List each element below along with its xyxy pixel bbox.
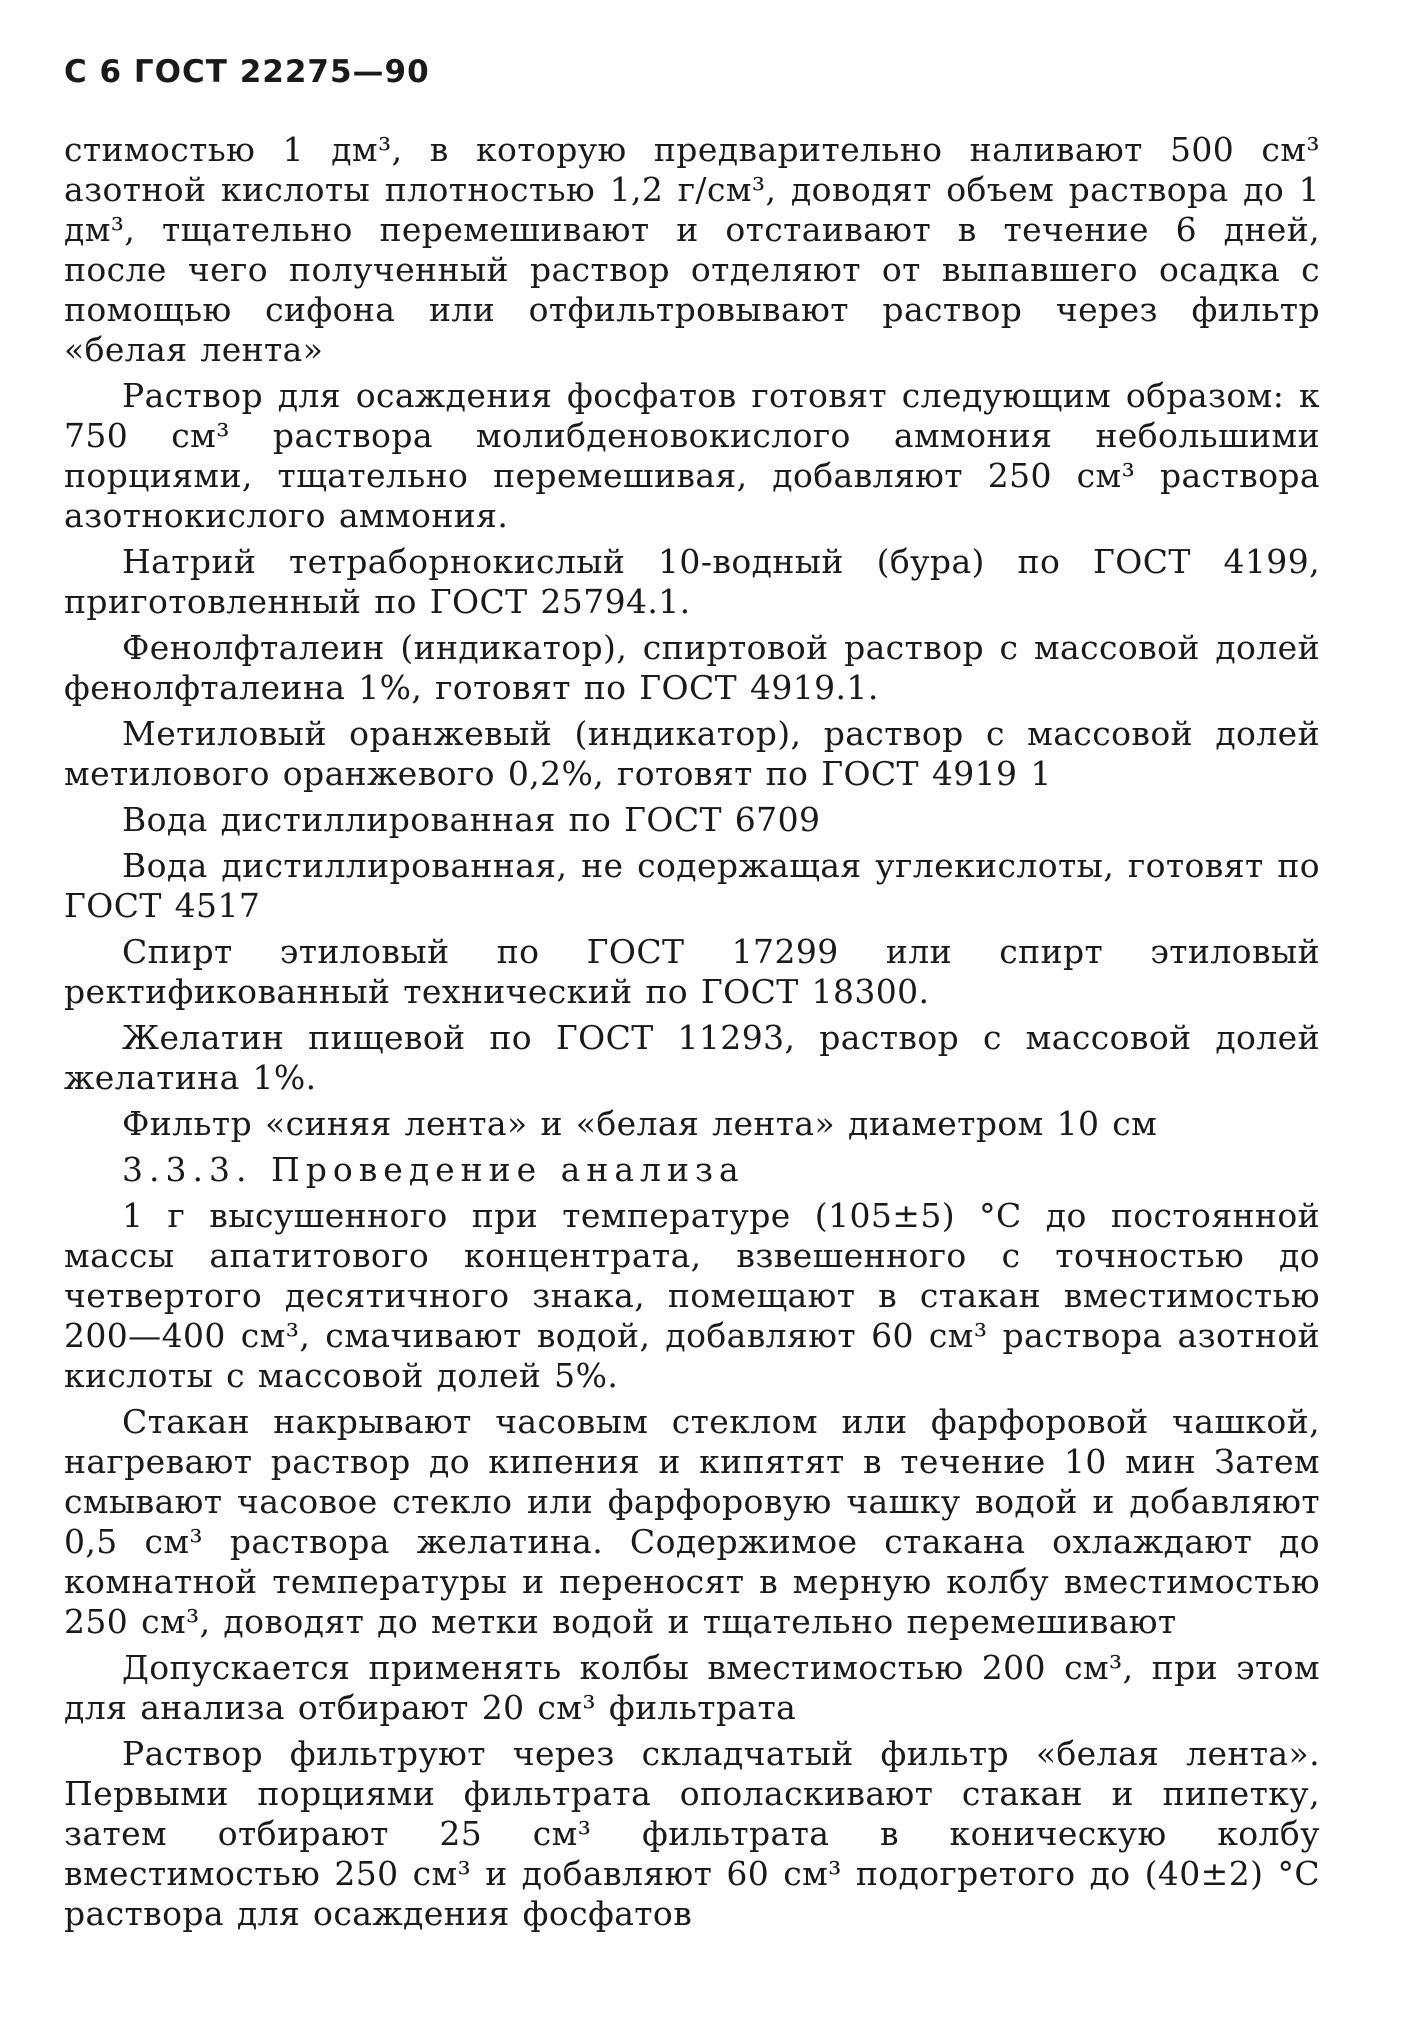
paragraph: Раствор для осаждения фосфатов готовят следующим образом: к 750 см³ раствора молибденовокислого аммония небольшими порциями, тщательно перемешивая, добавляют 250 см³ раствора азотнокислого аммония. [64,376,1320,535]
paragraph: Фенолфталеин (индикатор), спиртовой раствор с массовой долей фенолфталеина 1%, готовят по ГОСТ 4919.1. [64,628,1320,707]
section-heading: 3.3.3. Проведение анализа [122,1150,745,1189]
paragraph: стимостью 1 дм³, в которую предварительно наливают 500 см³ азотной кислоты плотностью 1,2 г/см³, доводят объем раствора до 1 дм³, тщательно перемешивают и отстаивают в течение 6 дней, после чего полученный раствор отделяют от выпавшего осадка с помощью сифона или отфильтровывают раствор через фильтр «белая лента» [64,130,1320,369]
document-body [64,130,1320,1934]
paragraph: Стакан накрывают часовым стеклом или фарфоровой чашкой, нагревают раствор до кипения и кипятят в течение 10 мин Затем смывают часовое стекло или фарфоровую чашку водой и добавляют 0,5 см³ раствора желатина. Содержимое стакана охлаждают до комнатной температуры и переносят в мерную колбу вместимостью 250 см³, доводят до метки водой и тщательно перемешивают [64,1402,1320,1641]
paragraph: Спирт этиловый по ГОСТ 17299 или спирт этиловый ректификованный технический по ГОСТ 18300. [64,932,1320,1011]
page-header: С 6 ГОСТ 22275—90 [64,54,430,90]
paragraph: Допускается применять колбы вместимостью 200 см³, при этом для анализа отбирают 20 см³ фильтрата [64,1648,1320,1727]
paragraph: Фильтр «синяя лента» и «белая лента» диаметром 10 см [122,1104,1158,1143]
paragraph: Вода дистиллированная по ГОСТ 6709 [122,800,821,839]
paragraph: Натрий тетраборнокислый 10-водный (бура) по ГОСТ 4199, приготовленный по ГОСТ 25794.1. [64,542,1320,621]
paragraph: Вода дистиллированная, не содержащая углекислоты, готовят по ГОСТ 4517 [64,846,1320,925]
paragraph: Метиловый оранжевый (индикатор), раствор с массовой долей метилового оранжевого 0,2%, готовят по ГОСТ 4919 1 [64,714,1320,793]
paragraph: Желатин пищевой по ГОСТ 11293, раствор с массовой долей желатина 1%. [64,1018,1320,1097]
paragraph: 1 г высушенного при температуре (105±5) °C до постоянной массы апатитового концентрата, взвешенного с точностью до четвертого десятичного знака, помещают в стакан вместимостью 200—400 см³, смачивают водой, добавляют 60 см³ раствора азотной кислоты с массовой долей 5%. [64,1196,1320,1395]
paragraph: Раствор фильтруют через складчатый фильтр «белая лента». Первыми порциями фильтрата ополаскивают стакан и пипетку, затем отбирают 25 см³ фильтрата в коническую колбу вместимостью 250 см³ и добавляют 60 см³ подогретого до (40±2) °C раствора для осаждения фосфатов [64,1734,1320,1933]
